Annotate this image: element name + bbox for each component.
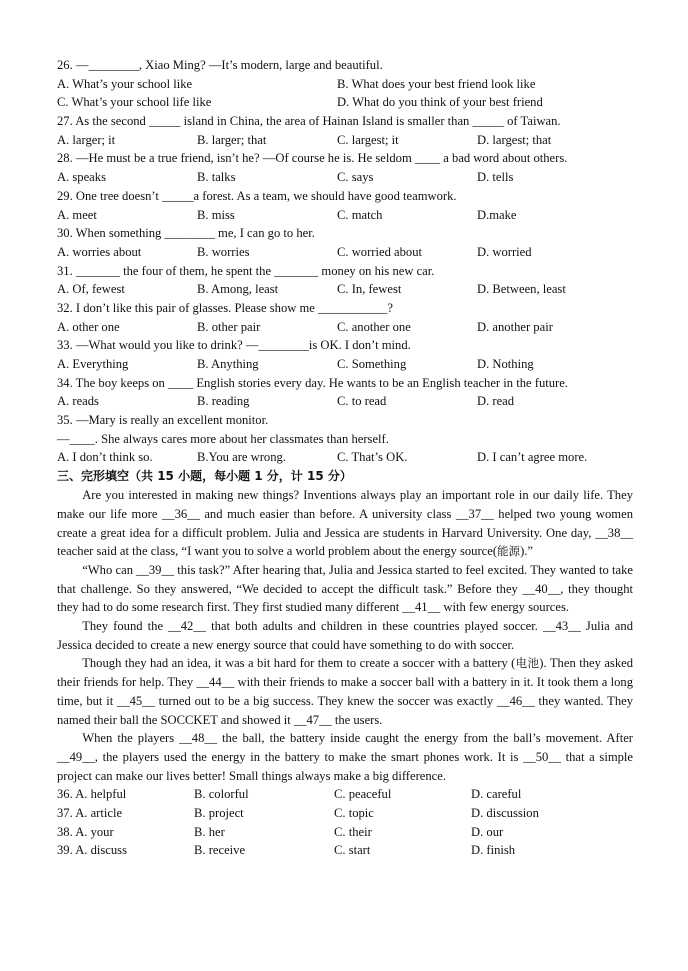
option-b: B. miss (197, 207, 235, 222)
option-d: D. What do you think of your best friend (337, 95, 543, 110)
paragraph-tail: ). Then they asked their friends for help. They __44__ with their friends to make a soccer ball with a battery in it. It took them a long time, but it __45__ turned out to be a big success. They knew the soccer was exactly __46__ they wanted. They named their ball the SOCCKET and showed it __47__ the users. (57, 656, 634, 727)
chinese-gloss: 电池 (515, 656, 540, 671)
question-26-options-2 (57, 93, 633, 112)
option-c: C. start (334, 843, 371, 858)
option-c: C. worried about (337, 244, 422, 259)
option-d: D. Between, least (477, 282, 566, 297)
paragraph-text: When the players __48__ the ball, the battery inside caught the energy from the ball’s movement. After __49__, the players used the energy in the battery to make the smart phones work. It is __50__ that a simple project can make our lives better! Small things always make a big difference. (57, 731, 633, 783)
chinese-gloss: 能源 (497, 544, 521, 559)
option-b: B. colorful (194, 787, 249, 802)
option-d: D. careful (471, 787, 522, 802)
option-d: D. our (471, 824, 504, 839)
option-b: B.You are wrong. (197, 450, 286, 465)
question-28-stem: 28. —He must be a true friend, isn’t he? —Of course he is. He seldom ____ a bad word about others. (57, 151, 568, 166)
paragraph-tail: ).” (520, 544, 533, 559)
paragraph-text: “Who can __39__ this task?” After hearing that, Julia and Jessica started to feel excited. They wanted to take that challenge. So they answered, “We decided to accept the difficult task.” Before they __40__, they thought they had to do some research first. They first studied many different __41__ with few energy sources. (57, 562, 633, 615)
option-d: D. Nothing (477, 357, 534, 371)
question-34-stem: 34. The boy keeps on ____ English stories every day. He wants to be an English teacher in the future. (57, 375, 568, 390)
option-a: A. larger; it (57, 132, 116, 147)
cloze-options-39 (57, 841, 633, 860)
option-c: C. Something (337, 357, 407, 371)
option-b: B. reading (197, 394, 250, 409)
option-a: A. worries about (57, 244, 142, 259)
option-d: D. I can’t agree more. (477, 450, 588, 465)
option-a: 36. A. helpful (57, 787, 127, 802)
option-a: A. speaks (57, 170, 106, 185)
option-a: A. other one (57, 319, 120, 334)
option-c: C. largest; it (337, 132, 399, 147)
question-32-options (57, 318, 633, 337)
question-33-options (57, 355, 633, 374)
section-number: 三、 (57, 469, 82, 484)
question-29-options (57, 206, 633, 225)
cloze-options-37 (57, 804, 633, 823)
option-b: B. worries (197, 244, 250, 259)
question-29-stem: 29. One tree doesn’t _____a forest. As a team, we should have good teamwork. (57, 188, 457, 203)
option-a: A. Of, fewest (57, 282, 125, 297)
option-d: D. another pair (477, 319, 553, 334)
cloze-options-36 (57, 785, 633, 804)
question-26-stem: 26. —________, Xiao Ming? —It’s modern, large and beautiful. (57, 58, 383, 72)
option-a: A. reads (57, 394, 99, 409)
passage-paragraph (57, 654, 633, 729)
paragraph-text: They found the __42__ that both adults and children in these countries played soccer. __43__ Julia and Jessica decided to create a new energy source that could have something to do with soccer. (57, 619, 633, 652)
exam-page (57, 56, 633, 860)
question-27-options (57, 131, 633, 150)
passage-paragraph (57, 561, 633, 617)
option-b: B. her (194, 824, 225, 839)
option-c: C. In, fewest (337, 282, 402, 297)
option-a: 37. A. article (57, 806, 123, 821)
option-c: C. says (337, 170, 374, 185)
option-d: D.make (477, 207, 517, 222)
question-27-stem: 27. As the second _____ island in China, the area of Hainan Island is smaller than _____ of Taiwan. (57, 114, 561, 129)
option-c: C. What’s your school life like (57, 95, 212, 110)
question-28-options (57, 168, 633, 187)
paragraph-text: Are you interested in making new things? Inventions always play an important role in our daily life. They make our life more __36__ and much easier than before. A university class __37__ helped two young women create a great idea for a difficult problem. Julia and Jessica are students in Harvard University. One day, __38__ teacher said at the class, “I want you to solve a world problem about the energy source( (57, 488, 633, 559)
question-30-stem: 30. When something ________ me, I can go to her. (57, 226, 315, 241)
option-b: B. What does your best friend look like (337, 76, 536, 91)
option-c: C. another one (337, 319, 411, 334)
question-32-stem: 32. I don’t like this pair of glasses. Please show me ___________? (57, 300, 393, 315)
question-35-options (57, 448, 633, 467)
option-d: D. finish (471, 843, 516, 858)
section-title: 完形填空 (81, 469, 130, 484)
option-c: C. their (334, 824, 372, 839)
option-d: D. worried (477, 244, 532, 259)
option-a: A. I don’t think so. (57, 450, 153, 465)
option-a: 39. A. discuss (57, 843, 127, 858)
option-b: B. Among, least (197, 282, 279, 297)
section-scoring: （共 15 小题，每小题 1 分，计 15 分） (129, 469, 352, 484)
question-31-options (57, 280, 633, 299)
cloze-passage (57, 486, 633, 785)
question-33-stem: 33. —What would you like to drink? —________is OK. I don’t mind. (57, 338, 411, 353)
option-c: C. match (337, 207, 383, 222)
question-35-stem: 35. —Mary is really an excellent monitor. (57, 413, 269, 428)
section-heading (57, 467, 633, 486)
passage-paragraph (57, 486, 633, 561)
option-d: D. read (477, 394, 515, 409)
question-34-options (57, 392, 633, 411)
question-30-options (57, 243, 633, 262)
question-26-options (57, 75, 633, 94)
option-b: B. receive (194, 843, 246, 858)
paragraph-text: Though they had an idea, it was a bit hard for them to create a soccer with a battery ( (82, 656, 516, 671)
option-a: A. What’s your school like (57, 76, 193, 91)
option-d: D. largest; that (477, 132, 552, 147)
option-d: D. tells (477, 170, 514, 185)
option-a: A. meet (57, 207, 97, 222)
passage-paragraph (57, 617, 633, 654)
option-b: B. larger; that (197, 132, 267, 147)
cloze-options-38 (57, 823, 633, 842)
option-c: C. topic (334, 806, 374, 821)
question-31-stem: 31. _______ the four of them, he spent the _______ money on his new car. (57, 263, 435, 278)
option-b: B. Anything (197, 357, 259, 371)
option-b: B. talks (197, 170, 236, 185)
option-b: B. other pair (197, 319, 261, 334)
question-35-stem-reply: —____. She always cares more about her classmates than herself. (57, 431, 389, 446)
option-a: A. Everything (57, 357, 129, 371)
option-c: C. to read (337, 394, 387, 409)
option-d: D. discussion (471, 806, 539, 821)
option-c: C. That’s OK. (337, 450, 408, 465)
option-c: C. peaceful (334, 787, 392, 802)
option-a: 38. A. your (57, 824, 114, 839)
passage-paragraph (57, 729, 633, 785)
option-b: B. project (194, 806, 244, 821)
